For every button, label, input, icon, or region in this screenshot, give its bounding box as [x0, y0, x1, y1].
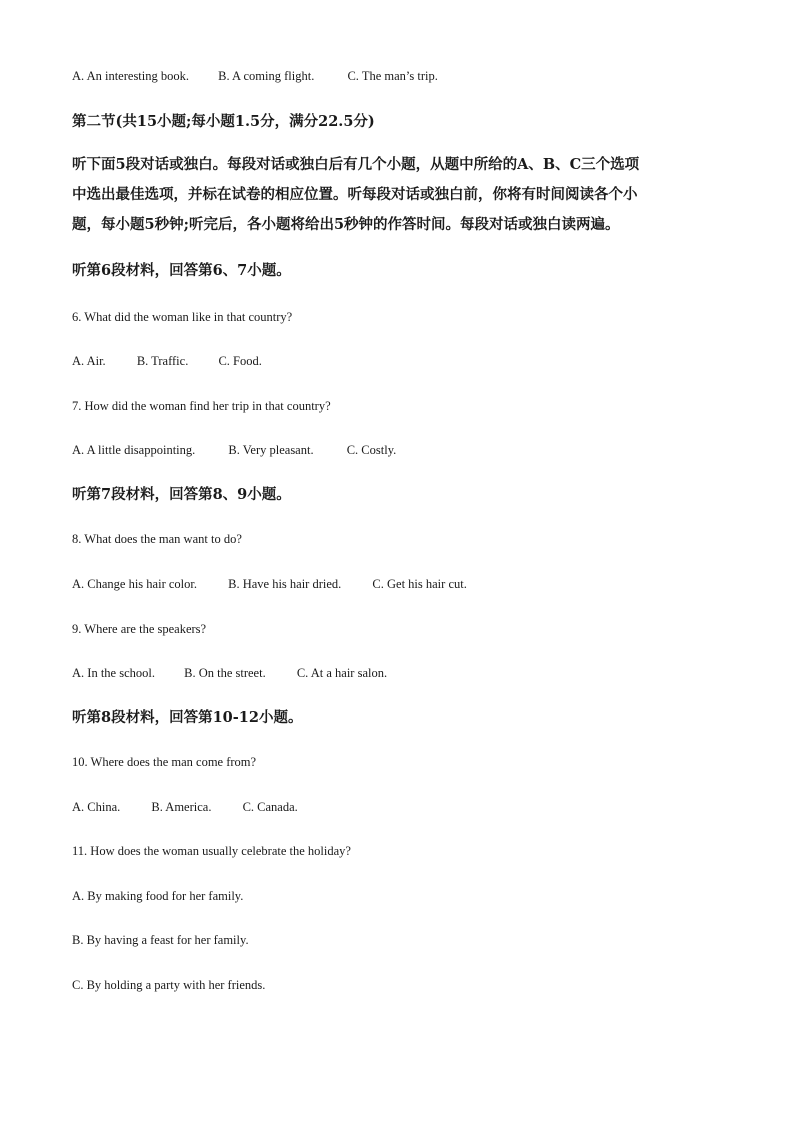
- q7-question: 7. How did the woman find her trip in that country?: [72, 399, 331, 413]
- q9-option-a: A. In the school.: [72, 666, 155, 680]
- q5-option-a: A. An interesting book.: [72, 69, 190, 83]
- q7-options: [72, 442, 396, 458]
- q8-option-c: C. Get his hair cut.: [372, 577, 467, 591]
- q11-question: 11. How does the woman usually celebrate the holiday?: [72, 844, 351, 858]
- q6-option-b: B. Traffic.: [136, 354, 189, 368]
- section-heading: 第二节(共15小题;每小题1.5分，满分22.5分): [72, 113, 375, 130]
- q11-option-c: C. By holding a party with her friends.: [72, 978, 266, 992]
- q9-option-c: C. At a hair salon.: [296, 666, 388, 680]
- q5-option-c: C. The man’s trip.: [347, 69, 438, 83]
- instructions-line-1: 听下面5段对话或独白。每段对话或独白后有几个小题，从题中所给的A、B、C三个选项: [72, 156, 640, 173]
- q8-option-a: A. Change his hair color.: [72, 577, 197, 591]
- material-7-heading: 听第7段材料，回答第8、9小题。: [72, 486, 291, 503]
- q7-option-c: C. Costly.: [346, 443, 397, 457]
- q7-option-b: B. Very pleasant.: [228, 443, 314, 457]
- q5-options: [72, 68, 438, 84]
- q10-option-c: C. Canada.: [242, 800, 298, 814]
- q8-question: 8. What does the man want to do?: [72, 532, 242, 546]
- q6-option-c: C. Food.: [218, 354, 262, 368]
- q6-options: [72, 353, 262, 369]
- q10-question: 10. Where does the man come from?: [72, 755, 257, 769]
- q10-option-a: A. China.: [72, 800, 121, 814]
- q6-question: 6. What did the woman like in that country?: [72, 310, 293, 324]
- q9-question: 9. Where are the speakers?: [72, 622, 207, 636]
- q11-option-b: B. By having a feast for her family.: [72, 933, 249, 947]
- q9-option-b: B. On the street.: [184, 666, 266, 680]
- q11-option-a: A. By making food for her family.: [72, 889, 244, 903]
- q8-options: [72, 576, 467, 592]
- instructions-line-3: 题，每小题5秒钟;听完后，各小题将给出5秒钟的作答时间。每段对话或独白读两遍。: [72, 216, 620, 233]
- q9-options: [72, 665, 387, 681]
- q8-option-b: B. Have his hair dried.: [228, 577, 342, 591]
- q5-option-b: B. A coming flight.: [218, 69, 315, 83]
- instructions-line-2: 中选出最佳选项，并标在试卷的相应位置。听每段对话或独白前，你将有时间阅读各个小: [72, 186, 638, 203]
- material-8-heading: 听第8段材料，回答第10-12小题。: [72, 709, 303, 726]
- instructions-paragraph: [72, 150, 722, 240]
- q6-option-a: A. Air.: [72, 354, 106, 368]
- q10-option-b: B. America.: [151, 800, 212, 814]
- q10-options: [72, 799, 298, 815]
- q7-option-a: A. A little disappointing.: [72, 443, 196, 457]
- material-6-heading: 听第6段材料，回答第6、7小题。: [72, 262, 291, 279]
